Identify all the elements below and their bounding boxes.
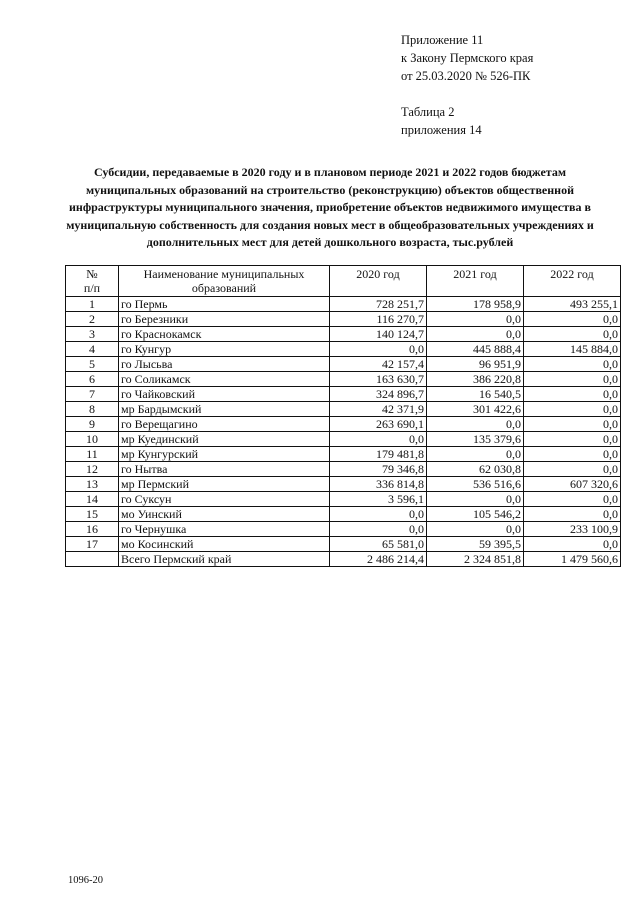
row-municipality: мр Куединский [119, 432, 330, 447]
row-2021-value: 0,0 [427, 327, 524, 342]
row-municipality: мр Бардымский [119, 402, 330, 417]
row-number: 11 [66, 447, 119, 462]
row-number: 1 [66, 297, 119, 312]
row-2022-value: 0,0 [524, 447, 621, 462]
row-2022-value: 0,0 [524, 357, 621, 372]
appendix-reference: приложения 14 [401, 123, 482, 137]
row-2022-value: 0,0 [524, 417, 621, 432]
row-2022-value: 0,0 [524, 312, 621, 327]
row-municipality: го Верещагино [119, 417, 330, 432]
row-2022-value: 0,0 [524, 462, 621, 477]
row-2020-value: 0,0 [330, 432, 427, 447]
row-number: 10 [66, 432, 119, 447]
table-row [66, 447, 621, 462]
header-number-line2: п/п [83, 281, 101, 295]
row-number: 14 [66, 492, 119, 507]
header-gap [401, 85, 533, 103]
row-2020-value: 42 157,4 [330, 357, 427, 372]
row-2020-value: 728 251,7 [330, 297, 427, 312]
row-2020-value: 163 630,7 [330, 372, 427, 387]
table-row [66, 372, 621, 387]
total-2021-value: 2 324 851,8 [427, 552, 524, 567]
row-2022-value: 0,0 [524, 402, 621, 417]
row-number: 13 [66, 477, 119, 492]
header-number-line1: № [86, 267, 98, 281]
row-municipality: мр Пермский [119, 477, 330, 492]
row-2020-value: 324 896,7 [330, 387, 427, 402]
table-row [66, 327, 621, 342]
row-2020-value: 42 371,9 [330, 402, 427, 417]
row-2021-value: 386 220,8 [427, 372, 524, 387]
row-2021-value: 0,0 [427, 417, 524, 432]
row-municipality: го Чернушка [119, 522, 330, 537]
row-2021-value: 59 395,5 [427, 537, 524, 552]
row-municipality: мо Уинский [119, 507, 330, 522]
row-2022-value: 0,0 [524, 432, 621, 447]
row-2022-value: 233 100,9 [524, 522, 621, 537]
row-2020-value: 263 690,1 [330, 417, 427, 432]
row-municipality: го Краснокамск [119, 327, 330, 342]
header-municipality-line1: Наименование муниципальных [143, 267, 305, 281]
row-2021-value: 301 422,6 [427, 402, 524, 417]
table-body [66, 297, 621, 567]
row-municipality: го Суксун [119, 492, 330, 507]
row-2022-value: 493 255,1 [524, 297, 621, 312]
row-number: 15 [66, 507, 119, 522]
row-2020-value: 65 581,0 [330, 537, 427, 552]
document-title: Субсидии, передаваемые в 2020 году и в плановом периоде 2021 и 2022 годов бюджетам муниципальных образований на строительство (реконструкцию) объектов общественной инфраструктуры муниципального значения, приобретение объектов недвижимого имущества в муниципальную собственность для создания новых мест в общеобразовательных учреждениях и дополнительных мест для детей дошкольного возраста, тыс.рублей [66, 165, 594, 249]
table-row [66, 507, 621, 522]
subsidies-table [65, 265, 621, 567]
row-number: 7 [66, 387, 119, 402]
table-row [66, 522, 621, 537]
row-number: 6 [66, 372, 119, 387]
row-2022-value: 0,0 [524, 327, 621, 342]
row-number: 9 [66, 417, 119, 432]
row-2022-value: 0,0 [524, 372, 621, 387]
row-2022-value: 0,0 [524, 492, 621, 507]
row-2022-value: 0,0 [524, 387, 621, 402]
header-number [66, 266, 119, 297]
table-row [66, 402, 621, 417]
row-2020-value: 179 481,8 [330, 447, 427, 462]
row-2020-value: 0,0 [330, 507, 427, 522]
row-municipality: го Лысьва [119, 357, 330, 372]
row-2021-value: 536 516,6 [427, 477, 524, 492]
header-2022: 2022 год [524, 266, 621, 297]
row-2021-value: 16 540,5 [427, 387, 524, 402]
appendix-header [401, 31, 533, 139]
table-row [66, 312, 621, 327]
row-2020-value: 3 596,1 [330, 492, 427, 507]
row-2020-value: 140 124,7 [330, 327, 427, 342]
header-2020: 2020 год [330, 266, 427, 297]
law-reference: к Закону Пермского края [401, 51, 534, 65]
row-number: 3 [66, 327, 119, 342]
table-row [66, 297, 621, 312]
row-municipality: го Березники [119, 312, 330, 327]
row-2020-value: 0,0 [330, 342, 427, 357]
row-2022-value: 145 884,0 [524, 342, 621, 357]
row-number: 5 [66, 357, 119, 372]
row-2021-value: 445 888,4 [427, 342, 524, 357]
appendix-number: Приложение 11 [401, 33, 484, 47]
row-number: 8 [66, 402, 119, 417]
table-row [66, 342, 621, 357]
row-municipality: го Чайковский [119, 387, 330, 402]
row-2020-value: 336 814,8 [330, 477, 427, 492]
header-2021: 2021 год [427, 266, 524, 297]
table-row [66, 417, 621, 432]
row-municipality: го Кунгур [119, 342, 330, 357]
total-2022-value: 1 479 560,6 [524, 552, 621, 567]
total-number-cell [66, 552, 119, 567]
row-municipality: го Пермь [119, 297, 330, 312]
law-date-number: от 25.03.2020 № 526-ПК [401, 69, 531, 83]
document-code: 1096-20 [68, 875, 103, 886]
row-2021-value: 178 958,9 [427, 297, 524, 312]
table-row [66, 537, 621, 552]
table-row [66, 387, 621, 402]
total-label: Всего Пермский край [119, 552, 330, 567]
row-2021-value: 0,0 [427, 492, 524, 507]
table-total-row [66, 552, 621, 567]
row-2021-value: 135 379,6 [427, 432, 524, 447]
table-row [66, 432, 621, 447]
total-2020-value: 2 486 214,4 [330, 552, 427, 567]
row-number: 12 [66, 462, 119, 477]
row-2020-value: 0,0 [330, 522, 427, 537]
table-header-row [66, 266, 621, 297]
row-2022-value: 0,0 [524, 537, 621, 552]
row-number: 2 [66, 312, 119, 327]
header-municipality-line2: образований [191, 281, 257, 295]
row-municipality: го Соликамск [119, 372, 330, 387]
table-number: Таблица 2 [401, 105, 455, 119]
row-number: 4 [66, 342, 119, 357]
table-row [66, 462, 621, 477]
table-row [66, 492, 621, 507]
row-2021-value: 0,0 [427, 522, 524, 537]
row-2020-value: 116 270,7 [330, 312, 427, 327]
row-2021-value: 105 546,2 [427, 507, 524, 522]
row-2021-value: 0,0 [427, 312, 524, 327]
row-2021-value: 62 030,8 [427, 462, 524, 477]
row-municipality: мр Кунгурский [119, 447, 330, 462]
table-row [66, 477, 621, 492]
row-2022-value: 607 320,6 [524, 477, 621, 492]
table-row [66, 357, 621, 372]
row-municipality: го Нытва [119, 462, 330, 477]
header-municipality [119, 266, 330, 297]
row-municipality: мо Косинский [119, 537, 330, 552]
row-number: 16 [66, 522, 119, 537]
row-2021-value: 0,0 [427, 447, 524, 462]
row-2021-value: 96 951,9 [427, 357, 524, 372]
row-2022-value: 0,0 [524, 507, 621, 522]
row-number: 17 [66, 537, 119, 552]
row-2020-value: 79 346,8 [330, 462, 427, 477]
